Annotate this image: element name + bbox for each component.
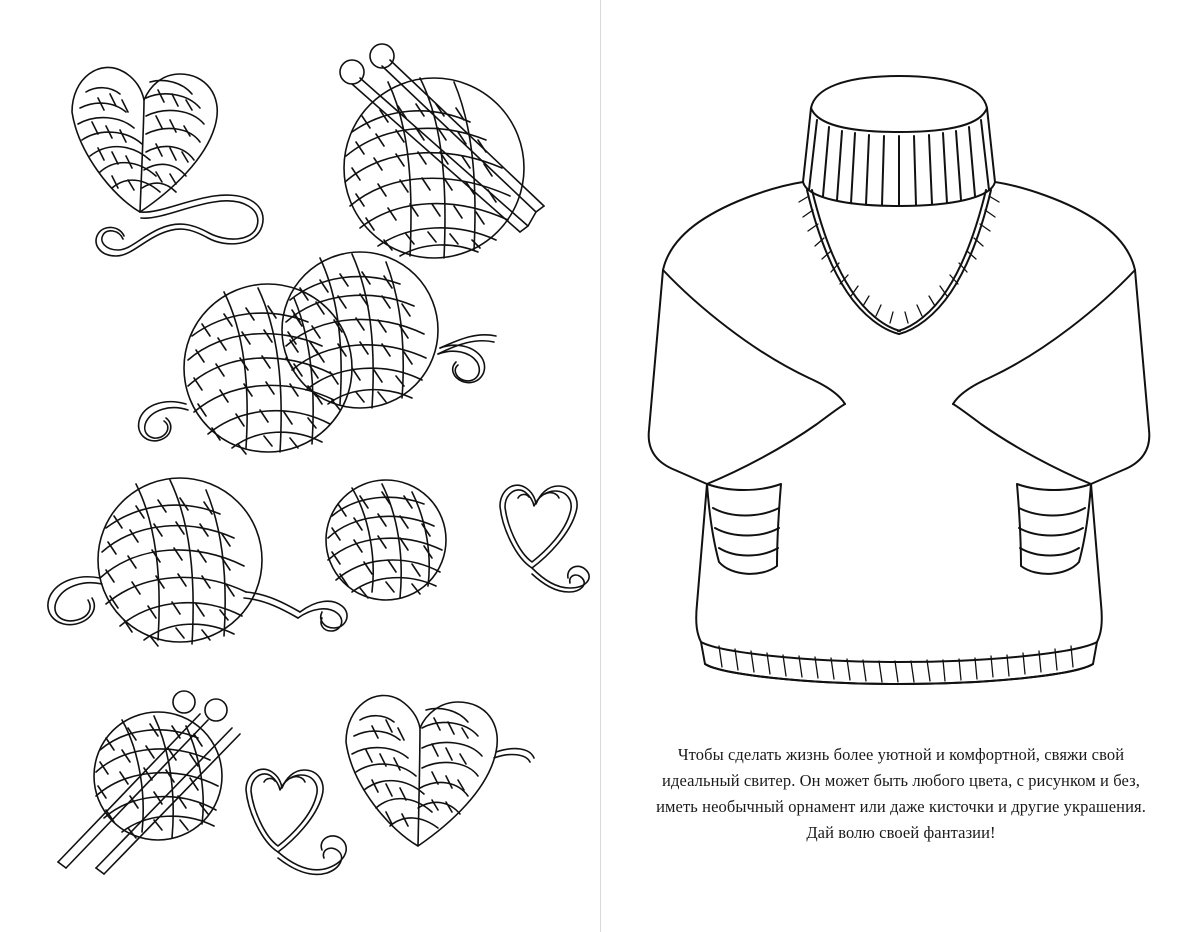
yarn-balls-and-knitting-needles-illustration [0,0,600,932]
yarn-ball-with-needles-bottom [58,691,240,874]
yarn-balls-cluster-middle [139,252,496,454]
sweater-outline-illustration [601,0,1201,740]
yarn-heart-bottom-right [346,696,534,846]
caption-line-2: идеальный свитер. Он может быть любого цвета, с рисунком и без, [662,771,1140,790]
yarn-ball-bottom-left [48,478,347,646]
left-page [0,0,600,932]
yarn-heart-outline-right [500,485,589,592]
yarn-heart-top-left [72,67,263,256]
yarn-heart-outline-bottom [246,769,346,874]
yarn-ball-with-needles-top-right [340,44,544,258]
caption-line-3: иметь необычный орнамент или даже кисточки и другие украшения. [656,797,1146,816]
caption-text [641,742,1161,846]
yarn-ball-middle-right [326,480,446,600]
caption-line-4: Дай волю своей фантазии! [806,823,996,842]
right-page [601,0,1201,932]
caption-line-1: Чтобы сделать жизнь более уютной и комфортной, свяжи свой [677,745,1125,764]
